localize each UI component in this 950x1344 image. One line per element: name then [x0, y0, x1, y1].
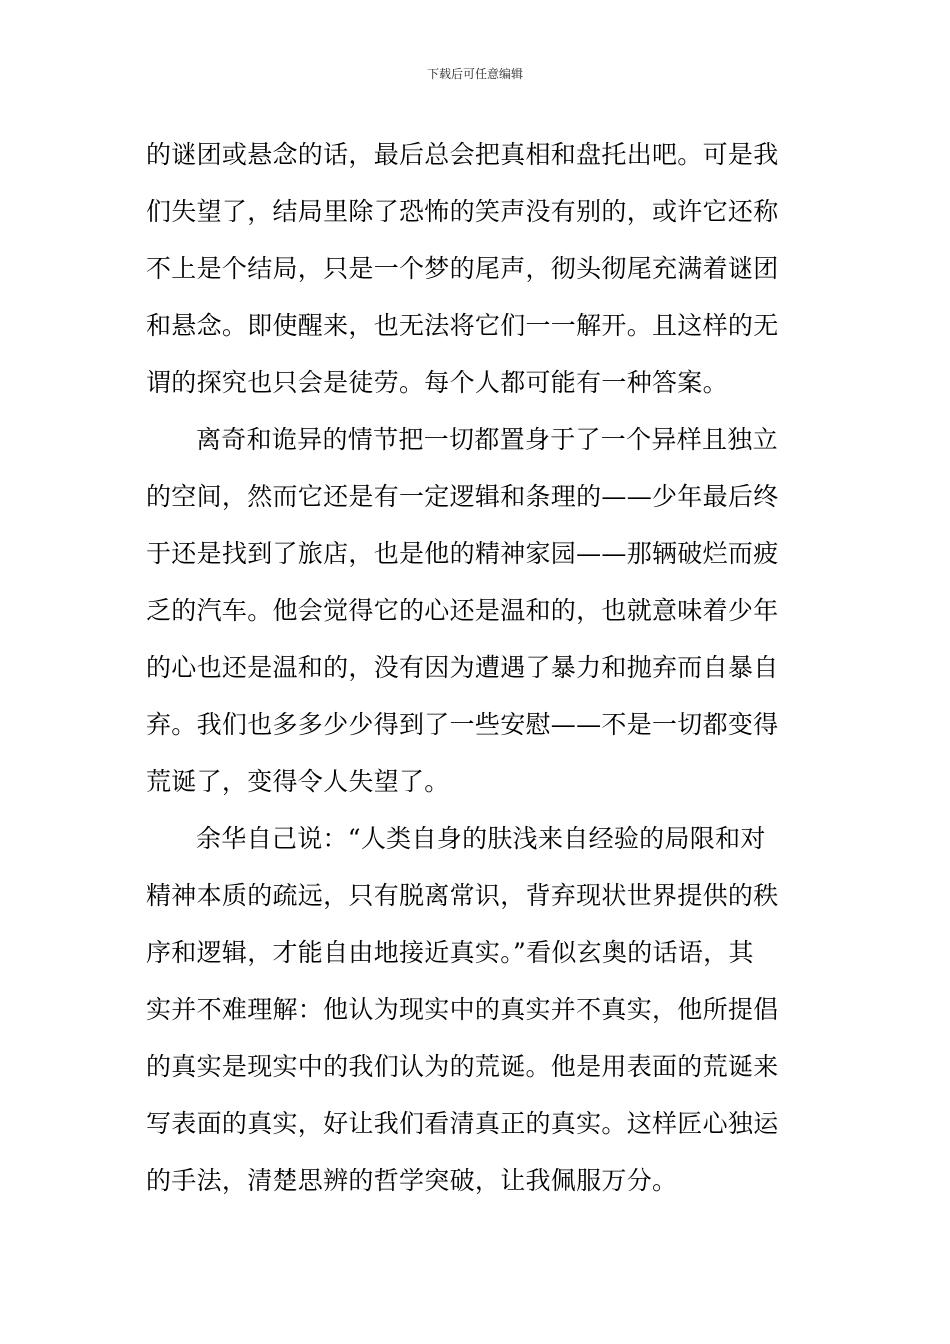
text-line: 们失望了，结局里除了恐怖的笑声没有别的，或许它还称 — [146, 197, 779, 226]
text-line: 离奇和诡异的情节把一切都置身于了一个异样且独立 — [196, 425, 778, 454]
text-line: 的谜团或悬念的话，最后总会把真相和盘托出吧。可是我 — [146, 140, 779, 169]
text-line: 的心也还是温和的，没有因为遭遇了暴力和抛弃而自暴自 — [146, 653, 779, 682]
paragraph-1 — [146, 126, 808, 411]
text-line: 和悬念。即使醒来，也无法将它们一一解开。且这样的无 — [146, 311, 779, 340]
text-line: 不上是个结局，只是一个梦的尾声，彻头彻尾充满着谜团 — [146, 254, 779, 283]
page-header: 下载后可任意编辑 — [426, 67, 523, 81]
text-line: 余华自己说：“人类自身的肤浅来自经验的局限和对 — [196, 824, 766, 853]
paragraph-3 — [146, 810, 808, 1209]
text-line: 实并不难理解：他认为现实中的真实并不真实，他所提倡 — [146, 995, 779, 1024]
text-line: 的空间，然而它还是有一定逻辑和条理的——少年最后终 — [146, 482, 779, 511]
text-line: 弃。我们也多多少少得到了一些安慰——不是一切都变得 — [146, 710, 779, 739]
text-line: 写表面的真实，好让我们看清真正的真实。这样匠心独运 — [146, 1109, 779, 1138]
text-line: 的手法，清楚思辨的哲学突破，让我佩服万分。 — [146, 1166, 678, 1195]
text-line: 谓的探究也只会是徒劳。每个人都可能有一种答案。 — [146, 368, 728, 397]
text-line: 精神本质的疏远，只有脱离常识，背弃现状世界提供的秩 — [146, 881, 779, 910]
text-line: 乏的汽车。他会觉得它的心还是温和的，也就意味着少年 — [146, 596, 779, 625]
body-text — [146, 126, 808, 1209]
paragraph-2 — [146, 411, 808, 810]
text-line: 荒诞了，变得令人失望了。 — [146, 767, 450, 796]
text-line: 于还是找到了旅店，也是他的精神家园——那辆破烂而疲 — [146, 539, 779, 568]
text-line: 的真实是现实中的我们认为的荒诞。他是用表面的荒诞来 — [146, 1052, 779, 1081]
text-line: 序和逻辑，才能自由地接近真实。”看似玄奥的话语，其 — [146, 938, 754, 967]
